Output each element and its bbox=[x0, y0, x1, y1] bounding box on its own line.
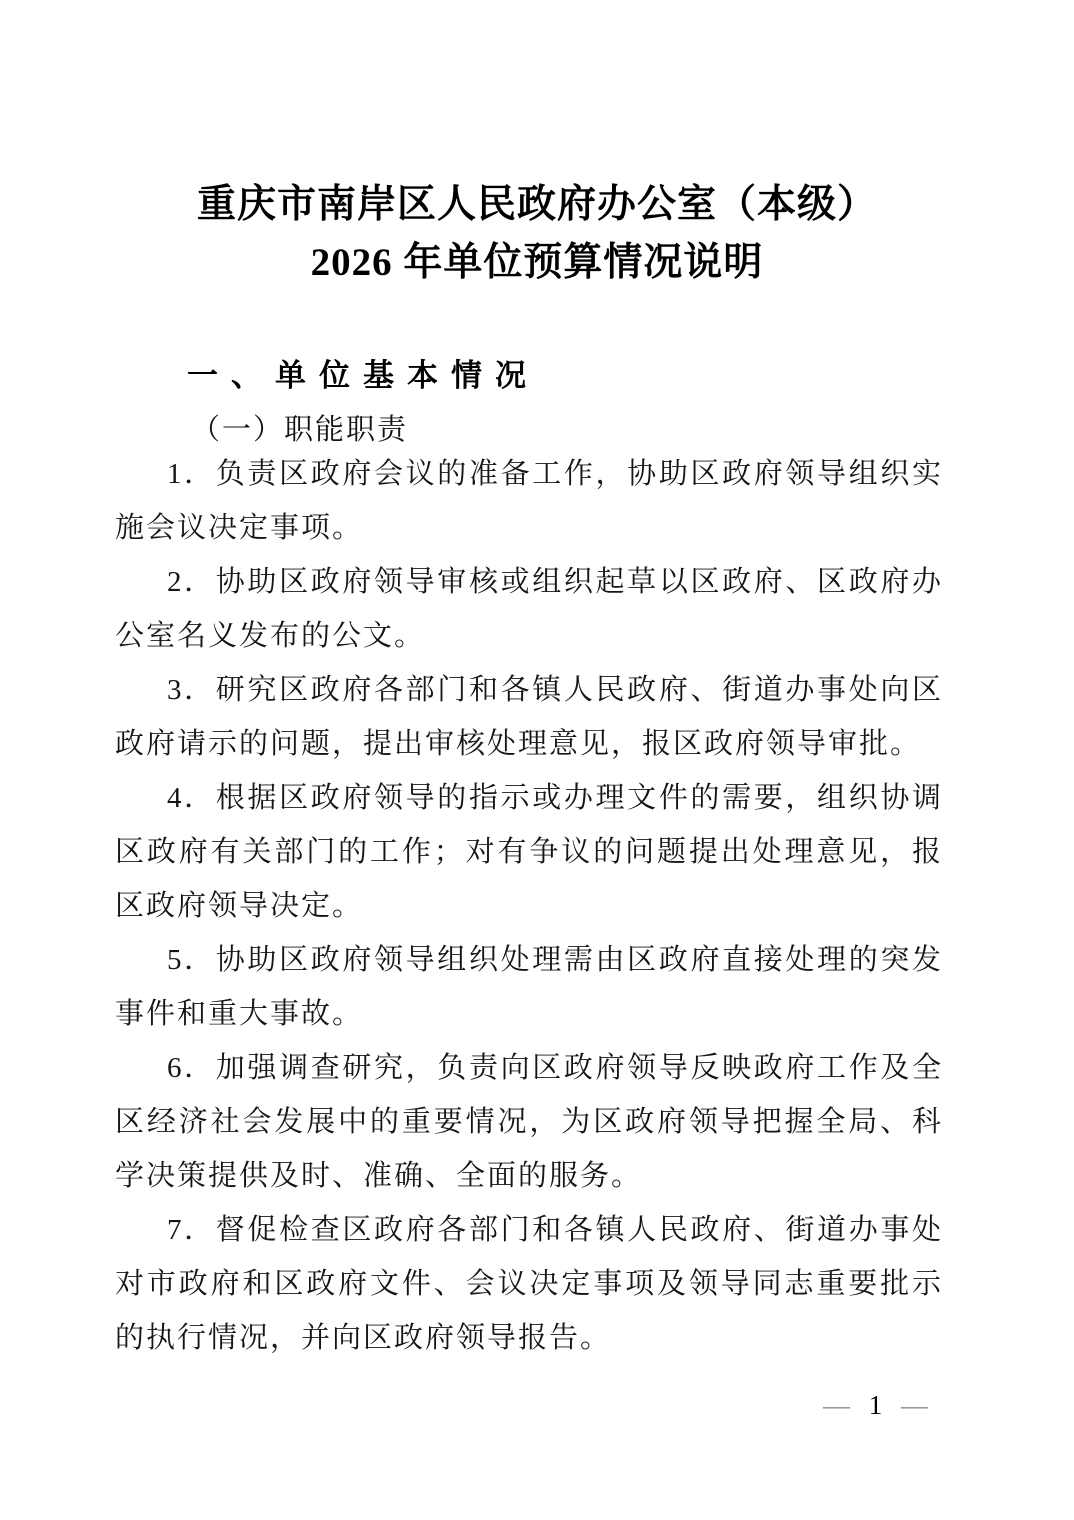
paragraph-duty-3: 3．研究区政府各部门和各镇人民政府、街道办事处向区政府请示的问题，提出审核处理意见，报区政府领导审批。 bbox=[115, 674, 943, 760]
paragraph-duty-6: 6．加强调查研究，负责向区政府领导反映政府工作及全区经济社会发展中的重要情况，为区政府领导把握全局、科学决策提供及时、准确、全面的服务。 bbox=[115, 1052, 943, 1192]
title-line-1: 重庆市南岸区人民政府办公室（本级） bbox=[196, 183, 877, 226]
body-text bbox=[115, 447, 943, 1365]
paragraph-duty-1: 1．负责区政府会议的准备工作，协助区政府领导组织实施会议决定事项。 bbox=[115, 458, 943, 544]
paragraph-duty-7: 7．督促检查区政府各部门和各镇人民政府、街道办事处对市政府和区政府文件、会议决定事项及领导同志重要批示的执行情况，并向区政府领导报告。 bbox=[115, 1214, 943, 1354]
page-number-value: 1 bbox=[868, 1390, 883, 1420]
page-number-dash-left: — bbox=[823, 1390, 850, 1420]
title-line-2: 2026 年单位预算情况说明 bbox=[310, 241, 764, 284]
page-number bbox=[823, 1388, 928, 1422]
subsection-heading-duties: （一）职能职责 bbox=[191, 414, 409, 446]
paragraph-duty-5: 5．协助区政府领导组织处理需由区政府直接处理的突发事件和重大事故。 bbox=[115, 944, 943, 1030]
page-number-dash-right: — bbox=[901, 1390, 928, 1420]
document-title bbox=[0, 176, 1074, 292]
paragraph-duty-4: 4．根据区政府领导的指示或办理文件的需要，组织协调区政府有关部门的工作；对有争议的问题提出处理意见，报区政府领导决定。 bbox=[115, 782, 943, 922]
paragraph-duty-2: 2．协助区政府领导审核或组织起草以区政府、区政府办公室名义发布的公文。 bbox=[115, 566, 943, 652]
section-heading-basic-info: 一、单位基本情况 bbox=[187, 358, 539, 393]
